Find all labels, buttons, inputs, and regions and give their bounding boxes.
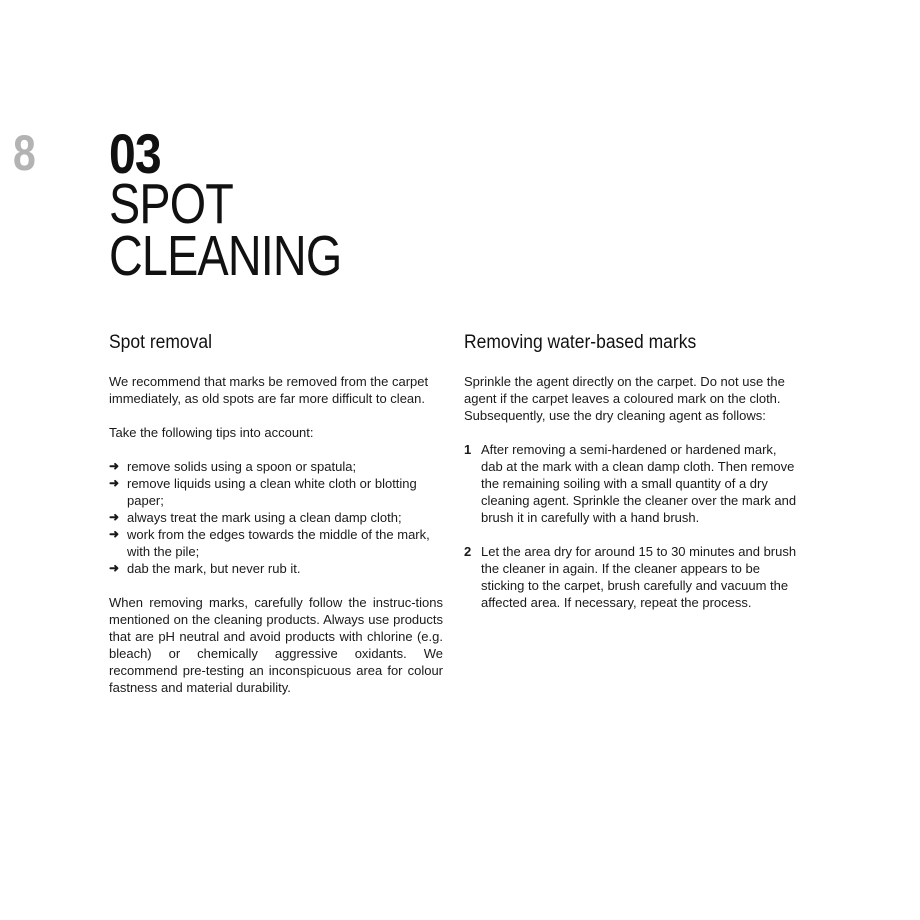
list-item bbox=[109, 526, 443, 560]
step-text: After removing a semi-hardened or hardened mark, dab at the mark with a clean damp cloth. Then remove the remaining soiling with a small quantity of a dry cleaning agent. Sprinkle the cleaner over the mark and brush it in carefully with a hand brush. bbox=[481, 442, 797, 525]
arrow-right-icon: ➜ bbox=[109, 527, 120, 541]
tip-text: remove solids using a spoon or spatula; bbox=[127, 459, 357, 474]
step-text: Let the area dry for around 15 to 30 minutes and brush the cleaner in again. If the cleaner appears to be sticking to the carpet, brush carefully and vacuum the affected area. If necessary, repeat the process. bbox=[481, 544, 797, 610]
list-item bbox=[464, 441, 798, 526]
tip-text: work from the edges towards the middle of the mark, with the pile; bbox=[127, 527, 430, 559]
list-item bbox=[109, 509, 443, 526]
tip-text: dab the mark, but never rub it. bbox=[127, 561, 301, 576]
section-title-line-1: SPOT bbox=[109, 172, 233, 236]
arrow-right-icon: ➜ bbox=[109, 510, 120, 524]
water-based-marks-intro: Sprinkle the agent directly on the carpet. Do not use the agent if the carpet leaves a coloured mark on the cloth. Subsequently, use the dry cleaning agent as follows: bbox=[464, 374, 785, 423]
list-item bbox=[109, 458, 443, 475]
tip-text: remove liquids using a clean white cloth or blotting paper; bbox=[127, 476, 417, 508]
tips-list bbox=[109, 458, 443, 577]
spot-removal-intro: We recommend that marks be removed from the carpet immediately, as old spots are far more difficult to clean. bbox=[109, 374, 429, 406]
step-number: 2 bbox=[464, 544, 472, 559]
tips-lead: Take the following tips into account: bbox=[109, 425, 314, 440]
arrow-right-icon: ➜ bbox=[109, 459, 120, 473]
tip-text: always treat the mark using a clean damp cloth; bbox=[127, 510, 402, 525]
list-item bbox=[109, 475, 443, 509]
steps-list bbox=[464, 441, 798, 611]
section-number: 03 bbox=[109, 122, 161, 185]
step-number: 1 bbox=[464, 442, 472, 457]
water-based-marks-heading: Removing water-based marks bbox=[464, 332, 697, 353]
section-title-line-2: CLEANING bbox=[109, 224, 342, 288]
list-item bbox=[464, 543, 798, 611]
spot-removal-closing: When removing marks, carefully follow the instruc-tions mentioned on the cleaning products. Always use products that are pH neutral and avoid products with chlorine (e.g. bleach) or chemically aggressive oxidants. We recommend pre-testing an inconspicuous area for colour fastness and material durability. bbox=[109, 595, 443, 695]
arrow-right-icon: ➜ bbox=[109, 476, 120, 490]
spot-removal-heading: Spot removal bbox=[109, 332, 212, 353]
page-number: 8 bbox=[13, 125, 36, 181]
arrow-right-icon: ➜ bbox=[109, 561, 120, 575]
spot-removal-column bbox=[109, 330, 443, 713]
section-title bbox=[109, 172, 342, 288]
list-item bbox=[109, 560, 443, 577]
water-based-marks-column bbox=[464, 330, 798, 628]
